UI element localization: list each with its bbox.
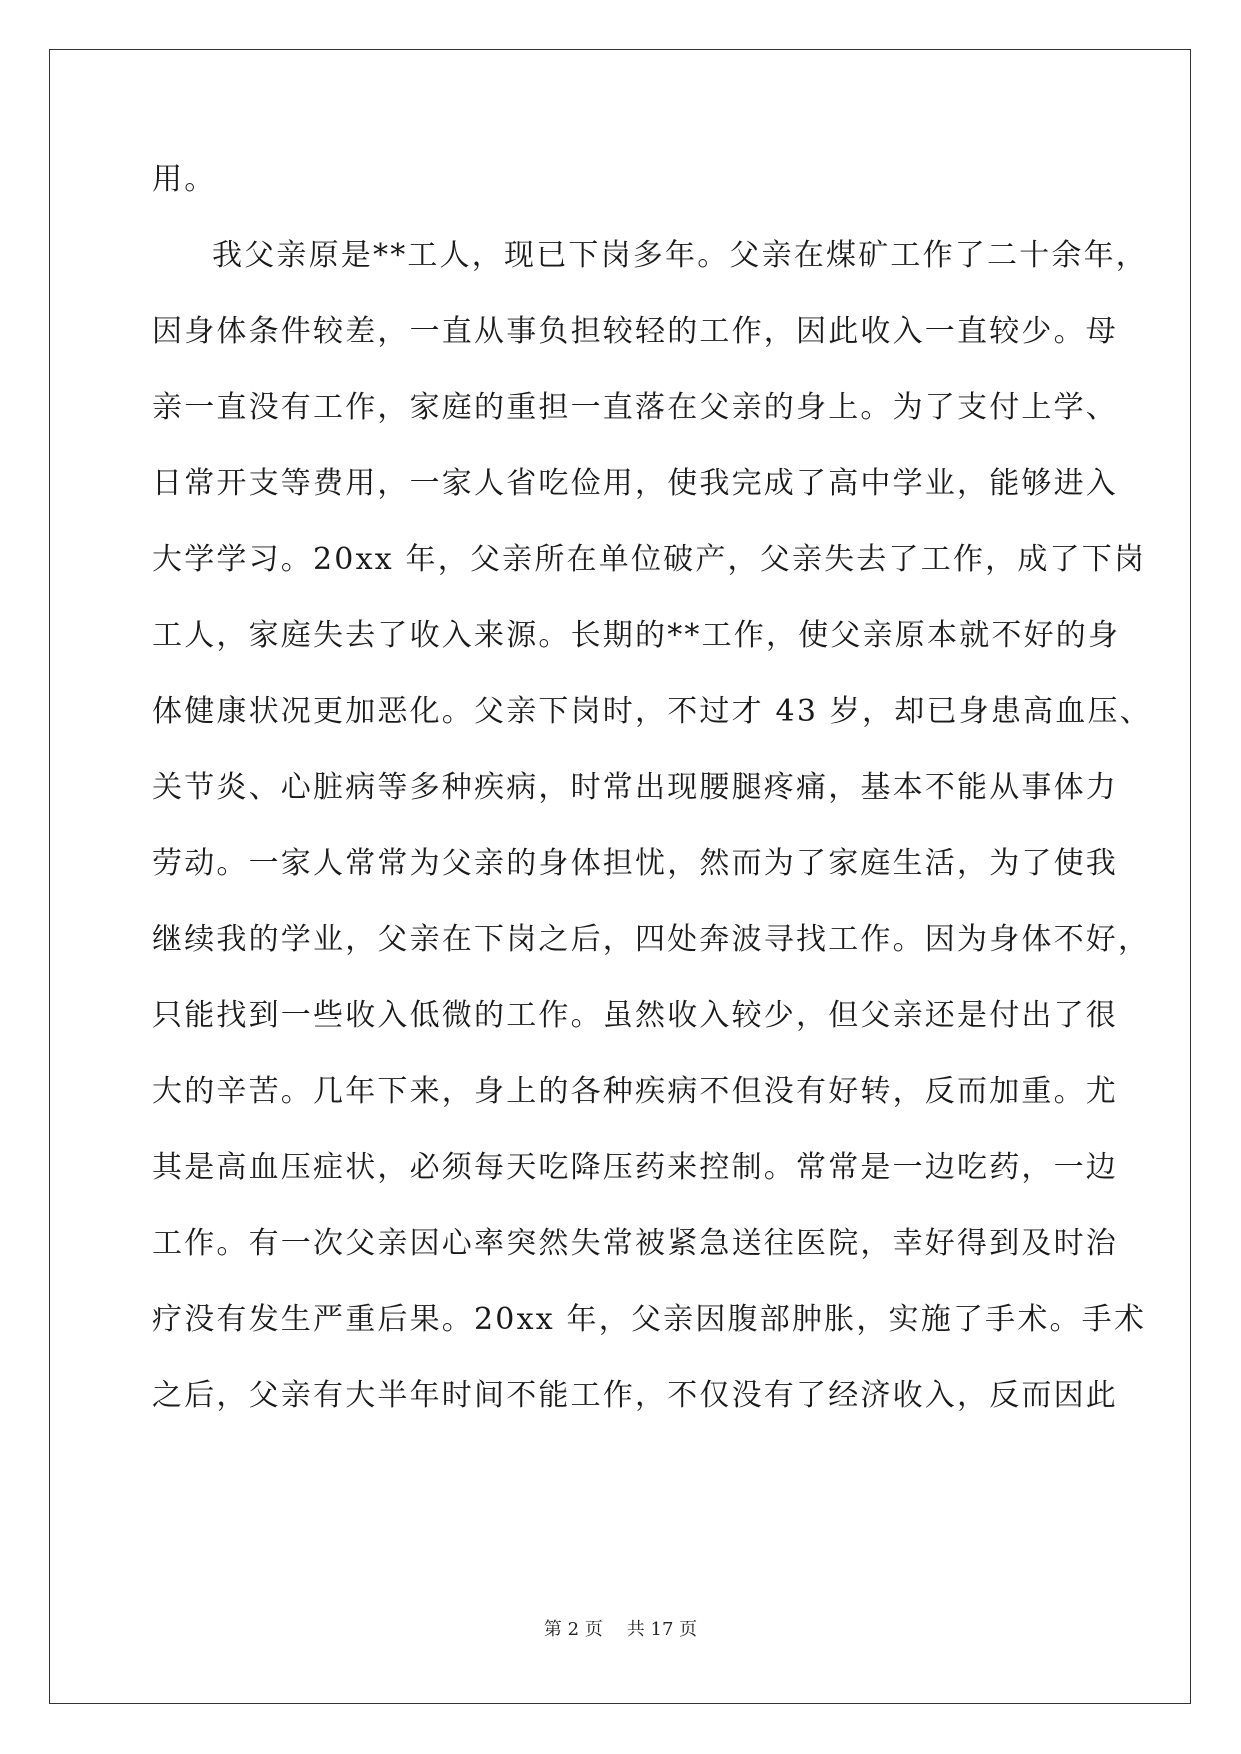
text-line-7: 工人，家庭失去了收入来源。长期的**工作，使父亲原本就不好的身 <box>152 618 1121 653</box>
page-footer <box>0 1618 1241 1642</box>
text-line-12: 只能找到一些收入低微的工作。虽然收入较少，但父亲还是付出了很 <box>152 998 1118 1033</box>
text-line-15: 工作。有一次父亲因心率突然失常被紧急送往医院，幸好得到及时治 <box>152 1226 1118 1261</box>
text-line-10: 劳动。一家人常常为父亲的身体担忧，然而为了家庭生活，为了使我 <box>152 846 1118 881</box>
text-line-16: 疗没有发生严重后果。20xx 年，父亲因腹部肿胀，实施了手术。手术 <box>152 1302 1147 1337</box>
text-line-11: 继续我的学业，父亲在下岗之后，四处奔波寻找工作。因为身体不好， <box>152 922 1151 957</box>
text-line-8: 体健康状况更加恶化。父亲下岗时，不过才 43 岁，却已身患高血压、 <box>152 694 1152 729</box>
text-line-9: 关节炎、心脏病等多种疾病，时常出现腰腿疼痛，基本不能从事体力 <box>152 770 1118 805</box>
page-number: 第 2 页 <box>543 1619 603 1640</box>
text-line-17: 之后，父亲有大半年时间不能工作，不仅没有了经济收入，反而因此 <box>152 1378 1118 1413</box>
text-line-3: 因身体条件较差，一直从事负担较轻的工作，因此收入一直较少。母 <box>152 314 1118 349</box>
text-line-6: 大学学习。20xx 年，父亲所在单位破产，父亲失去了工作，成了下岗 <box>152 542 1147 577</box>
text-line-4: 亲一直没有工作，家庭的重担一直落在父亲的身上。为了支付上学、 <box>152 390 1118 425</box>
text-line-5: 日常开支等费用，一家人省吃俭用，使我完成了高中学业，能够进入 <box>152 466 1118 501</box>
text-line-14: 其是高血压症状，必须每天吃降压药来控制。常常是一边吃药，一边 <box>152 1150 1118 1185</box>
text-line-2: 我父亲原是**工人，现已下岗多年。父亲在煤矿工作了二十余年， <box>212 238 1148 273</box>
text-line-13: 大的辛苦。几年下来，身上的各种疾病不但没有好转，反而加重。尤 <box>152 1074 1118 1109</box>
text-line-1: 用。 <box>152 162 217 197</box>
page-total: 共 17 页 <box>626 1619 698 1640</box>
